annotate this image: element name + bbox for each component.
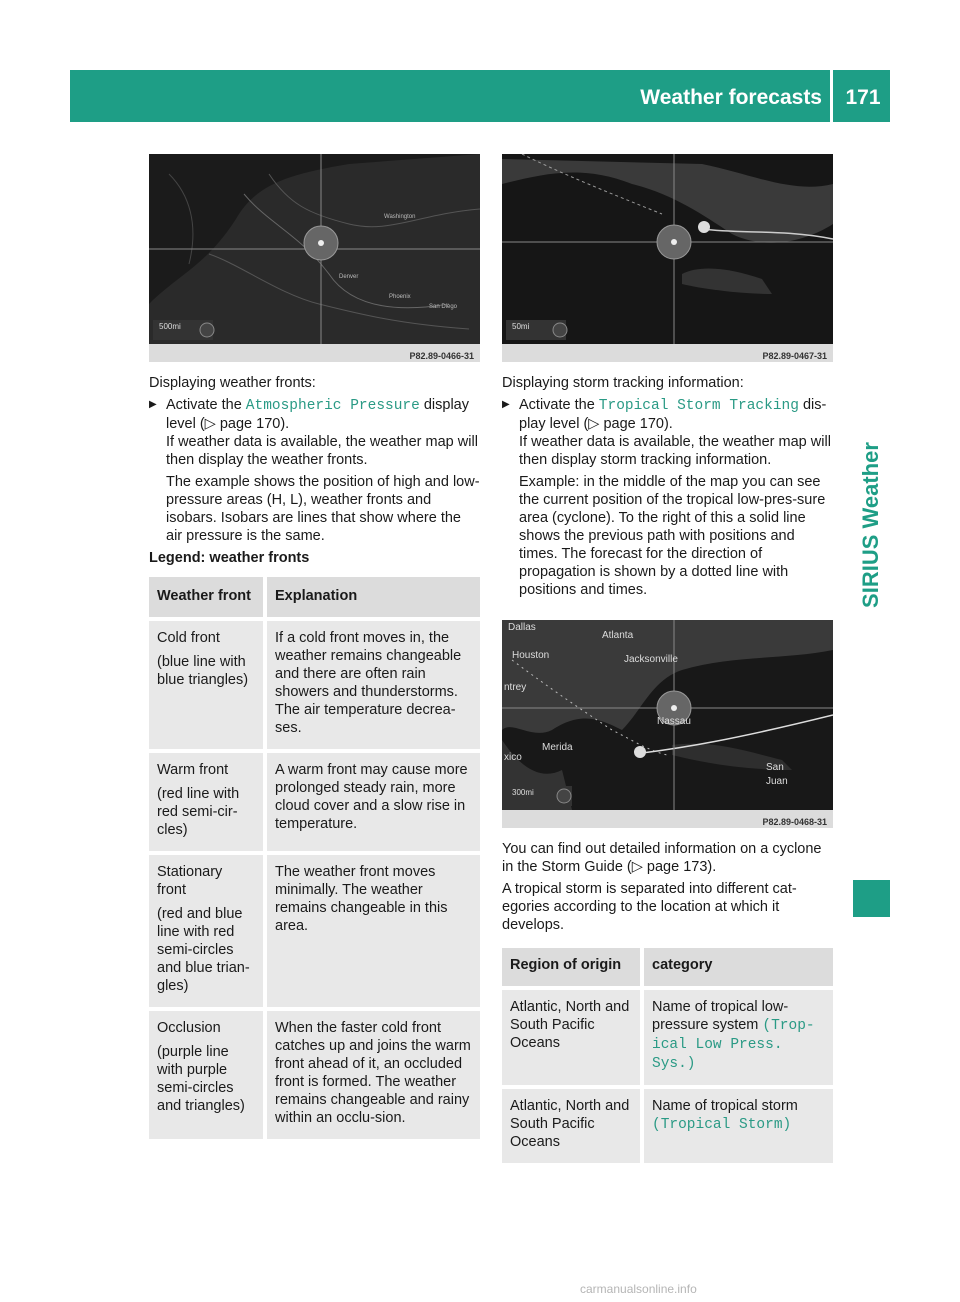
menu-code: Atmospheric Pressure — [245, 398, 420, 414]
legend-title: Legend: weather fronts — [149, 550, 310, 566]
page-number: 171 — [845, 86, 881, 109]
step-text: Activate the Tropical Storm Tracking dis-play level (▷ page 170). — [519, 397, 827, 432]
table-header: category — [644, 948, 833, 990]
page-title: Weather forecasts — [640, 86, 822, 109]
table-row — [149, 621, 480, 753]
figure-code: P82.89-0468-31 — [762, 817, 827, 827]
storm-category-paragraph: A tropical storm is separated into different cat-egories according to the location at which it develops. — [502, 881, 797, 933]
front-name: Warm front — [157, 762, 229, 778]
front-name: Occlusion — [157, 1020, 221, 1036]
watermark: carmanualsonline.info — [580, 1282, 697, 1296]
right-column-upper — [502, 374, 833, 599]
map-label: Houston — [512, 650, 550, 661]
right-column-lower — [502, 840, 833, 1167]
table-row — [502, 1089, 833, 1167]
map-label: Phoenix — [389, 294, 411, 300]
figure-code: P82.89-0466-31 — [409, 351, 474, 361]
side-tab — [852, 200, 890, 850]
side-tab-label: SIRIUS Weather — [858, 442, 883, 608]
category-code: (Trop‐ical Low Press. Sys.) — [652, 1018, 815, 1072]
map-label: xico — [504, 752, 522, 763]
front-detail: (blue line with blue triangles) — [157, 654, 249, 688]
front-name: Stationary front — [157, 864, 223, 898]
table-header-row — [149, 577, 480, 621]
region-cell: Atlantic, North and South Pacific Oceans — [502, 990, 644, 1089]
header-divider — [830, 70, 833, 122]
table-header: Explanation — [267, 577, 480, 621]
category-code: (Tropical Storm) — [652, 1117, 792, 1133]
table-row — [149, 753, 480, 855]
front-detail: (purple line with purple semi-circles and triangles) — [157, 1044, 245, 1114]
step-arrow-icon: ▶ — [149, 399, 157, 410]
figure-code: P82.89-0467-31 — [762, 351, 827, 361]
storm-map-graphic — [502, 154, 833, 362]
step-arrow-icon: ▶ — [502, 399, 510, 410]
storm-path-map — [502, 620, 833, 828]
table-header-row — [502, 948, 833, 990]
instruction-step — [502, 396, 833, 599]
table-row — [502, 990, 833, 1089]
table-header: Weather front — [149, 577, 267, 621]
map-label: San — [766, 762, 784, 773]
front-explanation: The weather front moves minimally. The weather remains changeable in this area. — [267, 855, 480, 1011]
step-detail: If weather data is available, the weather map will then display storm tracking information. — [519, 434, 831, 468]
map-label: Washington — [384, 214, 416, 220]
table-header: Region of origin — [502, 948, 644, 990]
front-explanation: When the faster cold front catches up and joins the warm front ahead of it, an occluded front is formed. The weather remains changeable and rainy within an occlu-sion. — [267, 1011, 480, 1143]
map-label: Atlanta — [602, 630, 634, 641]
storm-tracking-map — [502, 154, 833, 362]
front-detail: (red line with red semi-cir-cles) — [157, 786, 240, 838]
weather-fronts-map — [149, 154, 480, 362]
front-name: Cold front — [157, 630, 220, 646]
table-row — [149, 1011, 480, 1143]
map-label: Juan — [766, 776, 788, 787]
storm-category-table — [502, 948, 833, 1167]
map-label: ntrey — [504, 682, 527, 693]
category-cell: Name of tropical low-pressure system (Trop‐ical Low Press. Sys.) — [644, 990, 833, 1089]
instruction-step — [149, 396, 480, 545]
map-label: Dallas — [508, 622, 536, 633]
fronts-map-graphic — [149, 154, 480, 362]
map-label: Merida — [542, 742, 573, 753]
front-detail: (red and blue line with red semi-circles and blue trian-gles) — [157, 906, 250, 994]
storm-guide-paragraph: You can find out detailed information on a cyclone in the Storm Guide (▷ page 173). — [502, 841, 822, 875]
scale-label: 300mi — [512, 788, 534, 797]
front-explanation: A warm front may cause more prolonged steady rain, more cloud cover and a slow rise in temperature. — [267, 753, 480, 855]
side-marker — [853, 880, 890, 917]
front-explanation: If a cold front moves in, the weather remains changeable and there are often rain showers and thunderstorms. The air temperature decrea-ses. — [267, 621, 480, 753]
map-label: San Diego — [429, 304, 458, 310]
map-label: Nassau — [657, 716, 691, 727]
step-detail: If weather data is available, the weather map will then display the weather fronts. — [166, 434, 478, 468]
scale-label: 50mi — [512, 322, 530, 331]
map-label: Jacksonville — [624, 654, 678, 665]
step-text: Activate the Atmospheric Pressure display level (▷ page 170). — [166, 397, 469, 432]
step-example: Example: in the middle of the map you can see the current position of the tropical low-pres-sure area (cyclone). To the right of this a solid line shows the previous path with positions and times. The forecast for the direction of propagation is shown by a dotted line with positions and times. — [519, 474, 826, 598]
map-label: Denver — [339, 274, 359, 280]
region-cell: Atlantic, North and South Pacific Oceans — [502, 1089, 644, 1167]
scale-label: 500mi — [159, 322, 181, 331]
left-column — [149, 374, 480, 1143]
table-row — [149, 855, 480, 1011]
weather-fronts-table — [149, 577, 480, 1143]
step-example: The example shows the position of high and low-pressure areas (H, L), weather fronts and isobars. Isobars are lines that show where the air pressure is the same. — [166, 474, 480, 544]
storm-intro: Displaying storm tracking information: — [502, 375, 744, 391]
menu-code: Tropical Storm Tracking — [598, 398, 799, 414]
fronts-intro: Displaying weather fronts: — [149, 375, 316, 391]
category-cell: Name of tropical storm (Tropical Storm) — [644, 1089, 833, 1167]
